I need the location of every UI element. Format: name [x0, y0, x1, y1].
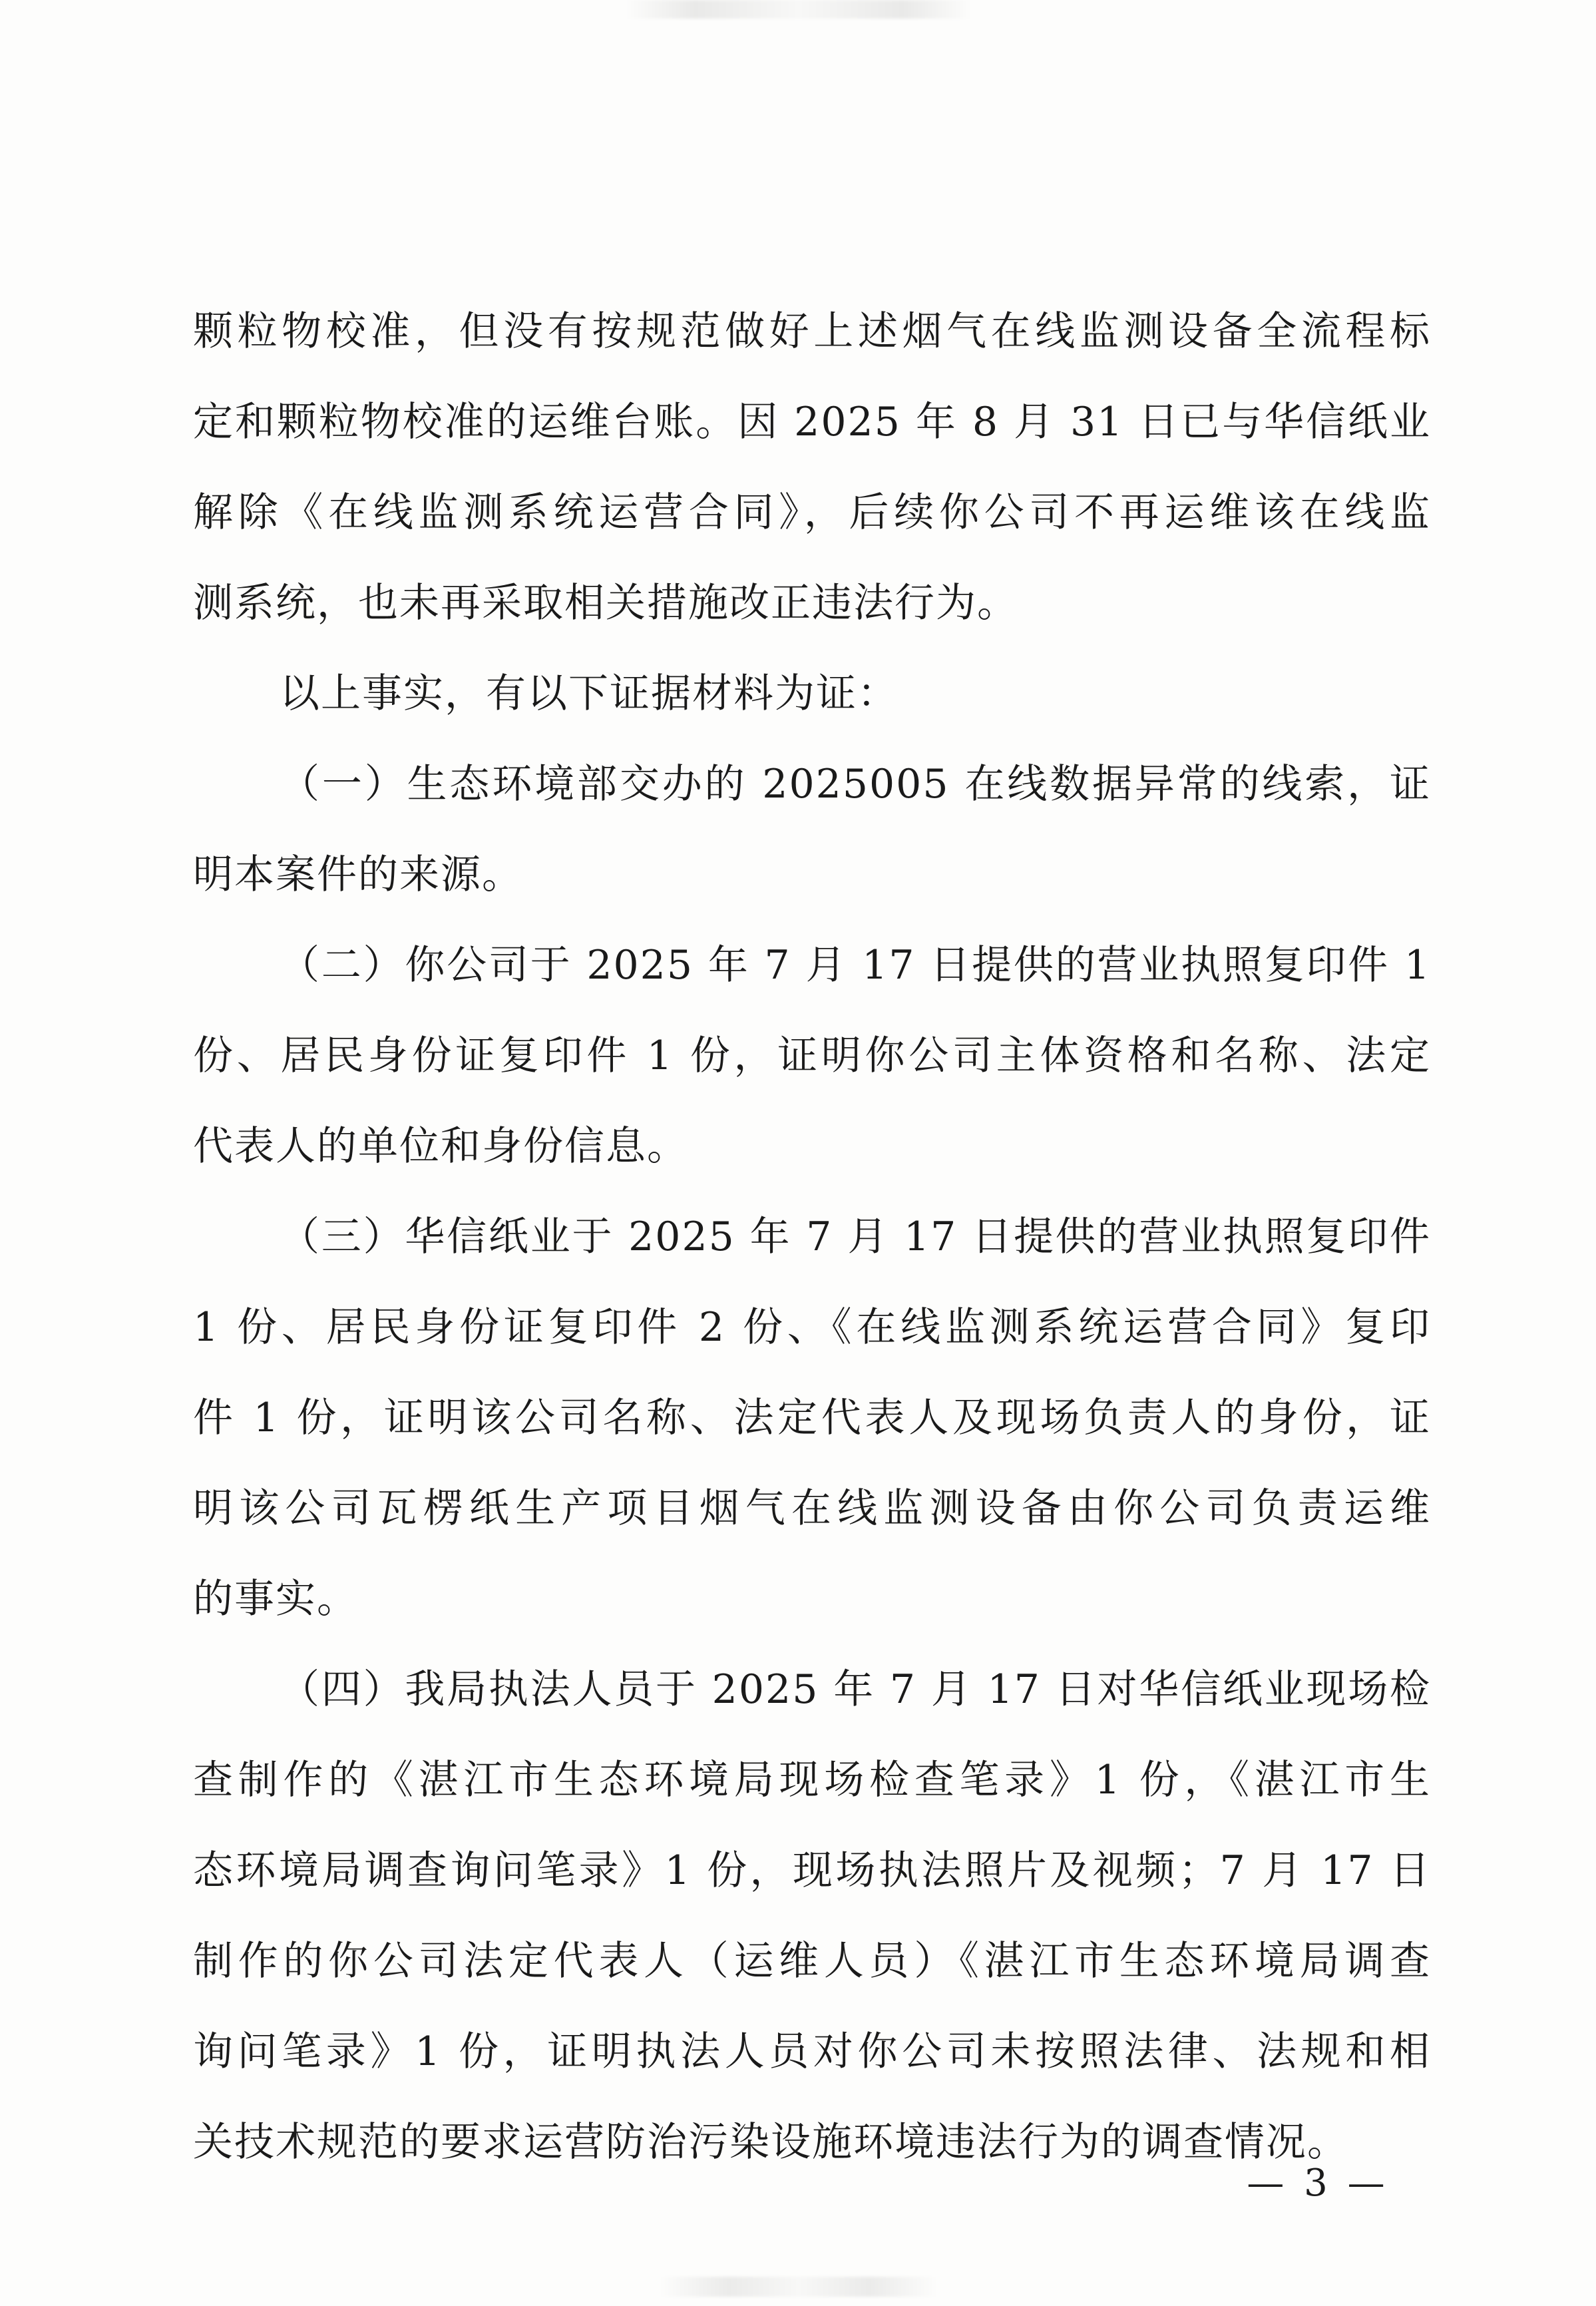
paragraph-5-line-2: 1 份、居民身份证复印件 2 份、《在线监测系统运营合同》复印	[193, 1304, 1431, 1351]
scan-smudge-top	[626, 0, 972, 19]
paragraph-4-line-1: （二）你公司于 2025 年 7 月 17 日提供的营业执照复印件 1	[280, 942, 1431, 989]
paragraph-1-line-3: 解除《在线监测系统运营合同》，后续你公司不再运维该在线监	[193, 489, 1431, 536]
paragraph-4-line-2: 份、居民身份证复印件 1 份，证明你公司主体资格和名称、法定	[193, 1033, 1431, 1079]
paragraph-6-line-1: （四）我局执法人员于 2025 年 7 月 17 日对华信纸业现场检	[280, 1666, 1431, 1713]
document-body	[193, 286, 1431, 2188]
paragraph-3-line-2: 明本案件的来源。	[193, 851, 523, 898]
paragraph-2-line-1: 以上事实，有以下证据材料为证：	[280, 670, 898, 717]
scan-smudge-bottom	[659, 2277, 938, 2297]
paragraph-1-line-4: 测系统，也未再采取相关措施改正违法行为。	[193, 580, 1018, 626]
paragraph-5-line-4: 明该公司瓦楞纸生产项目烟气在线监测设备由你公司负责运维	[193, 1485, 1431, 1532]
paragraph-3-line-1: （一）生态环境部交办的 2025005 在线数据异常的线索，证	[280, 761, 1431, 807]
paragraph-5-line-1: （三）华信纸业于 2025 年 7 月 17 日提供的营业执照复印件	[280, 1214, 1431, 1260]
paragraph-1-line-2: 定和颗粒物校准的运维台账。因 2025 年 8 月 31 日已与华信纸业	[193, 399, 1431, 445]
paragraph-6-line-4: 制作的你公司法定代表人（运维人员）《湛江市生态环境局调查	[193, 1938, 1431, 1984]
paragraph-4-line-3: 代表人的单位和身份信息。	[193, 1123, 688, 1170]
paragraph-6-line-6: 关技术规范的要求运营防治污染设施环境违法行为的调查情况。	[193, 2119, 1348, 2166]
paragraph-6-line-5: 询问笔录》1 份，证明执法人员对你公司未按照法律、法规和相	[193, 2028, 1431, 2075]
paragraph-5-line-3: 件 1 份，证明该公司名称、法定代表人及现场负责人的身份，证	[193, 1395, 1431, 1441]
paragraph-1-line-1: 颗粒物校准，但没有按规范做好上述烟气在线监测设备全流程标	[193, 308, 1431, 355]
paragraph-6-line-2: 查制作的《湛江市生态环境局现场检查笔录》1 份，《湛江市生	[193, 1757, 1431, 1803]
paragraph-5-line-5: 的事实。	[193, 1576, 358, 1622]
page-number: — 3 —	[1247, 2162, 1389, 2205]
paragraph-6-line-3: 态环境局调查询问笔录》1 份，现场执法照片及视频；7 月 17 日	[193, 1847, 1431, 1894]
